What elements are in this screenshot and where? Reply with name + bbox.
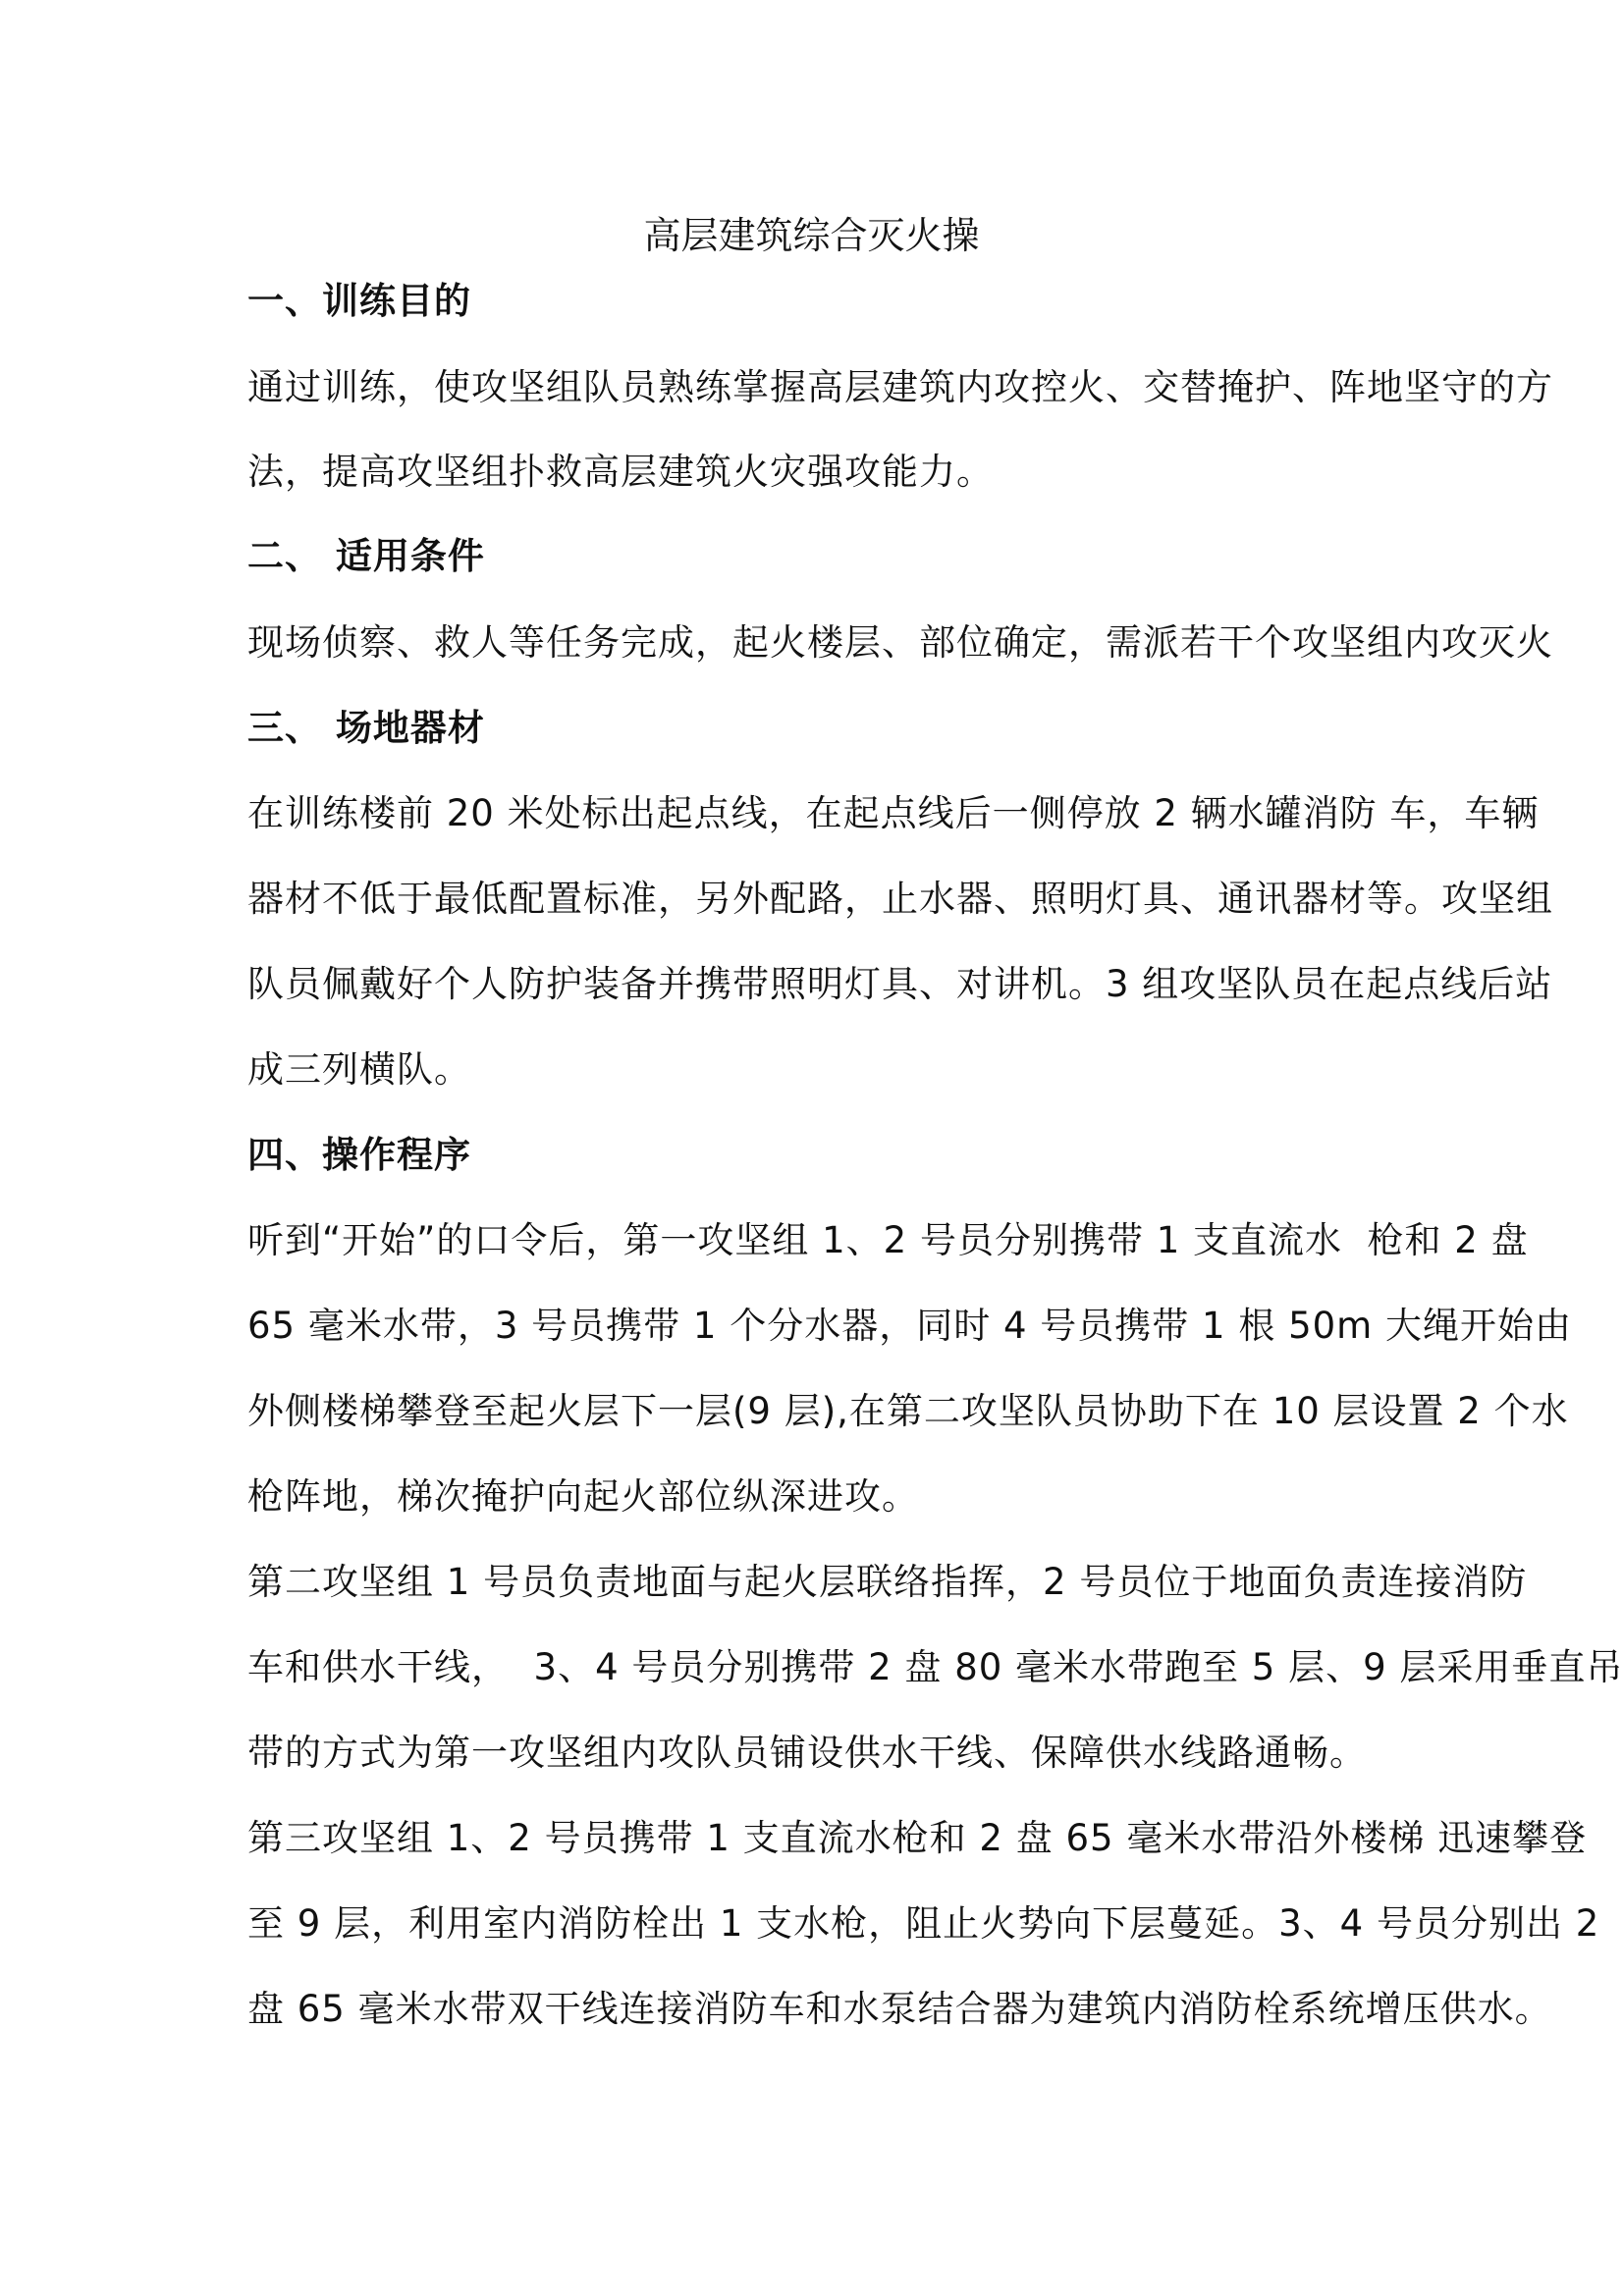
paragraph-line: 盘 65 毫米水带双干线连接消防车和水泵结合器为建筑内消防栓系统增压供水。	[247, 1988, 1552, 2030]
section-heading: 二、 适用条件	[247, 535, 485, 577]
paragraph-line: 队员佩戴好个人防护装备并携带照明灯具、对讲机。3 组攻坚队员在起点线后站	[247, 963, 1553, 1005]
paragraph-line: 听到“开始”的口令后，第一攻坚组 1、2 号员分别携带 1 支直流水 枪和 2 盘	[247, 1219, 1529, 1261]
paragraph-line: 第二攻坚组 1 号员负责地面与起火层联络指挥，2 号员位于地面负责连接消防	[247, 1561, 1528, 1603]
paragraph-line: 65 毫米水带，3 号员携带 1 个分水器，同时 4 号员携带 1 根 50m 大绳开始由	[247, 1305, 1572, 1347]
section-heading: 一、训练目的	[247, 280, 471, 322]
section-heading: 四、操作程序	[247, 1134, 471, 1176]
paragraph-line: 至 9 层，利用室内消防栓出 1 支水枪，阻止火势向下层蔓延。3、4 号员分别出 2	[247, 1902, 1600, 1945]
paragraph-line: 第三攻坚组 1、2 号员携带 1 支直流水枪和 2 盘 65 毫米水带沿外楼梯 迅速攀登	[247, 1817, 1588, 1859]
paragraph-line: 外侧楼梯攀登至起火层下一层(9 层),在第二攻坚队员协助下在 10 层设置 2 个水	[247, 1390, 1569, 1432]
paragraph-line: 带的方式为第一攻坚组内攻队员铺设供水干线、保障供水线路通畅。	[247, 1732, 1367, 1774]
paragraph-line: 成三列横队。	[247, 1048, 471, 1091]
paragraph-line: 枪阵地，梯次掩护向起火部位纵深进攻。	[247, 1475, 919, 1518]
paragraph-line: 通过训练，使攻坚组队员熟练掌握高层建筑内攻控火、交替掩护、阵地坚守的方	[247, 366, 1553, 408]
section-heading: 三、 场地器材	[247, 707, 485, 749]
paragraph-line: 在训练楼前 20 米处标出起点线，在起点线后一侧停放 2 辆水罐消防 车，车辆	[247, 792, 1540, 834]
paragraph-line: 器材不低于最低配置标准，另外配路，止水器、照明灯具、通讯器材等。攻坚组	[247, 878, 1553, 920]
paragraph-line: 车和供水干线， 3、4 号员分别携带 2 盘 80 毫米水带跑至 5 层、9 层采用垂直吊	[247, 1646, 1623, 1688]
document-title: 高层建筑综合灭火操	[643, 214, 980, 257]
paragraph-line: 现场侦察、救人等任务完成，起火楼层、部位确定，需派若干个攻坚组内攻灭火	[247, 621, 1553, 664]
paragraph-line: 法，提高攻坚组扑救高层建筑火灾强攻能力。	[247, 451, 994, 493]
